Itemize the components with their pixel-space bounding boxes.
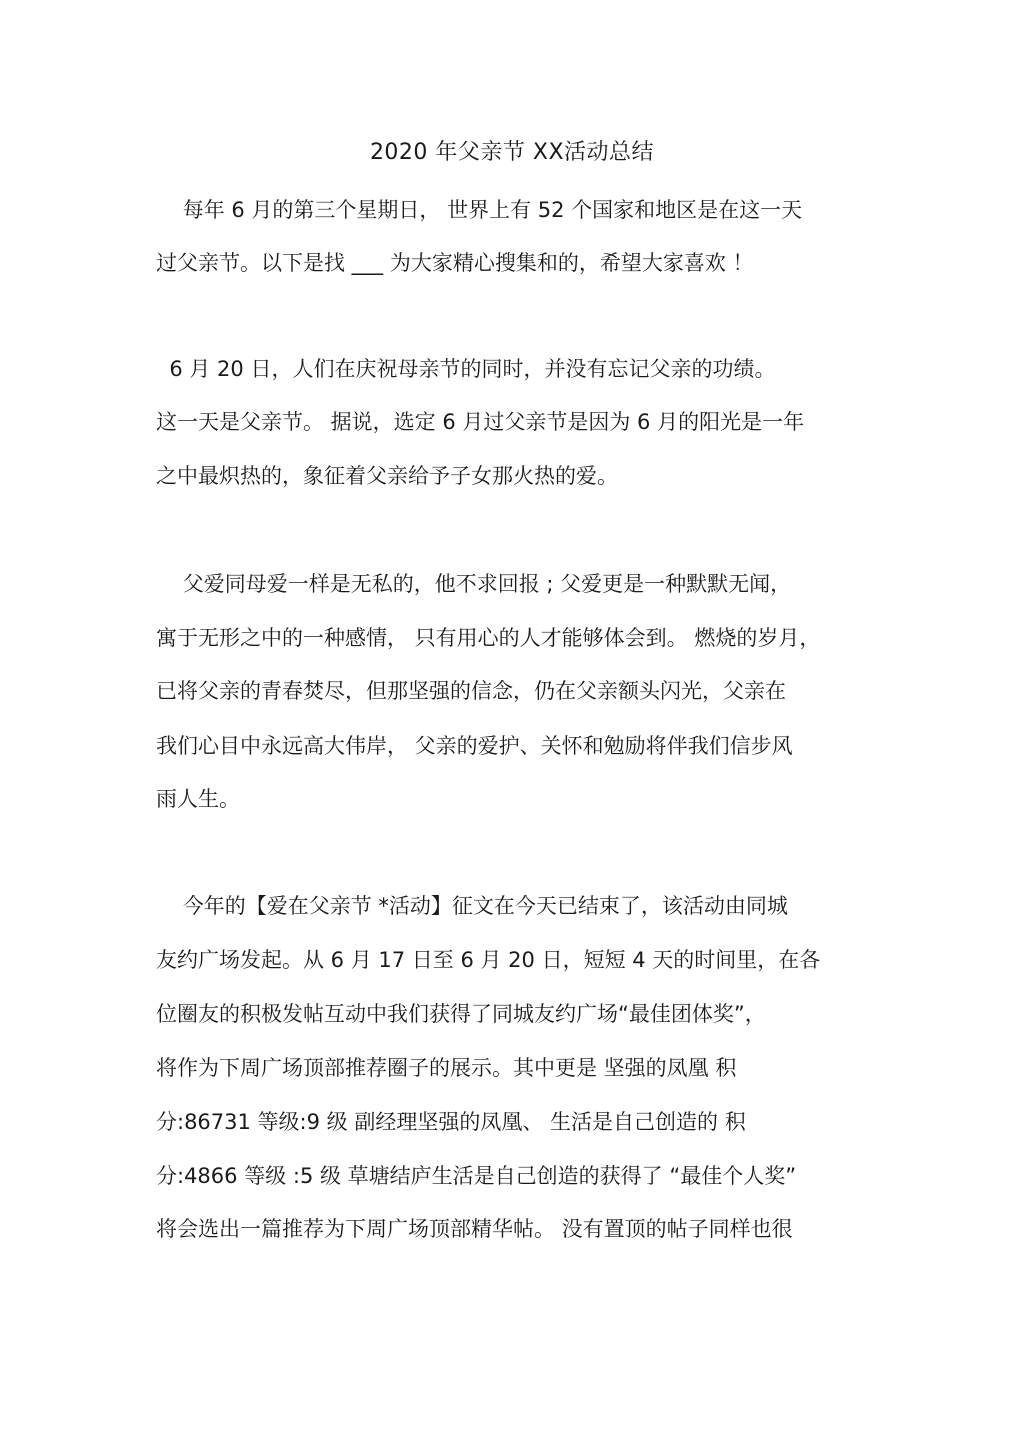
paragraph-line: 位圈友的积极发帖互动中我们获得了同城友约广场“最佳团体奖”， [156,1002,766,1026]
paragraph-line: 将作为下周广场顶部推荐圈子的展示。其中更是 坚强的凤凰 积 [156,1056,737,1080]
paragraph-line: 这一天是父亲节。 据说，选定 6 月过父亲节是因为 6 月的阳光是一年 [156,410,805,434]
paragraph-line: 寓于无形之中的一种感情， 只有用心的人才能够体会到。 燃烧的岁月， [156,626,821,650]
paragraph-line: 雨人生。 [156,787,240,811]
document-title: 2020 年父亲节 XX活动总结 [369,140,655,165]
paragraph-line: 分:86731 等级:9 级 副经理坚强的凤凰、 生活是自己创造的 积 [156,1110,746,1134]
paragraph-line: 每年 6 月的第三个星期日， 世界上有 52 个国家和地区是在这一天 [156,198,803,222]
paragraph-line: 6 月 20 日，人们在庆祝母亲节的同时，并没有忘记父亲的功绩。 [156,357,776,381]
paragraph-line: 分:4866 等级 :5 级 草塘结庐生活是自己创造的获得了 “最佳个人奖” [156,1164,797,1188]
paragraph-line: 过父亲节。以下是找 ___ 为大家精心搜集和的，希望大家喜欢 ！ [156,251,754,275]
paragraph-line: 今年的【爱在父亲节 *活动】征文在今天已结束了，该活动由同城 [156,894,788,918]
paragraph-line: 已将父亲的青春焚尽，但那坚强的信念，仍在父亲额头闪光，父亲在 [156,679,786,703]
paragraph-line: 友约广场发起。从 6 月 17 日至 6 月 20 日，短短 4 天的时间里，在各 [156,948,821,972]
paragraph-line: 将会选出一篇推荐为下周广场顶部精华帖。 没有置顶的帖子同样也很 [156,1217,793,1241]
paragraph-line: 我们心目中永远高大伟岸， 父亲的爱护、关怀和勉励将伴我们信步风 [156,734,793,758]
paragraph-line: 父爱同母爱一样是无私的，他不求回报 ; 父爱更是一种默默无闻， [156,572,792,596]
paragraph-line: 之中最炽热的，象征着父亲给予子女那火热的爱。 [156,464,618,488]
